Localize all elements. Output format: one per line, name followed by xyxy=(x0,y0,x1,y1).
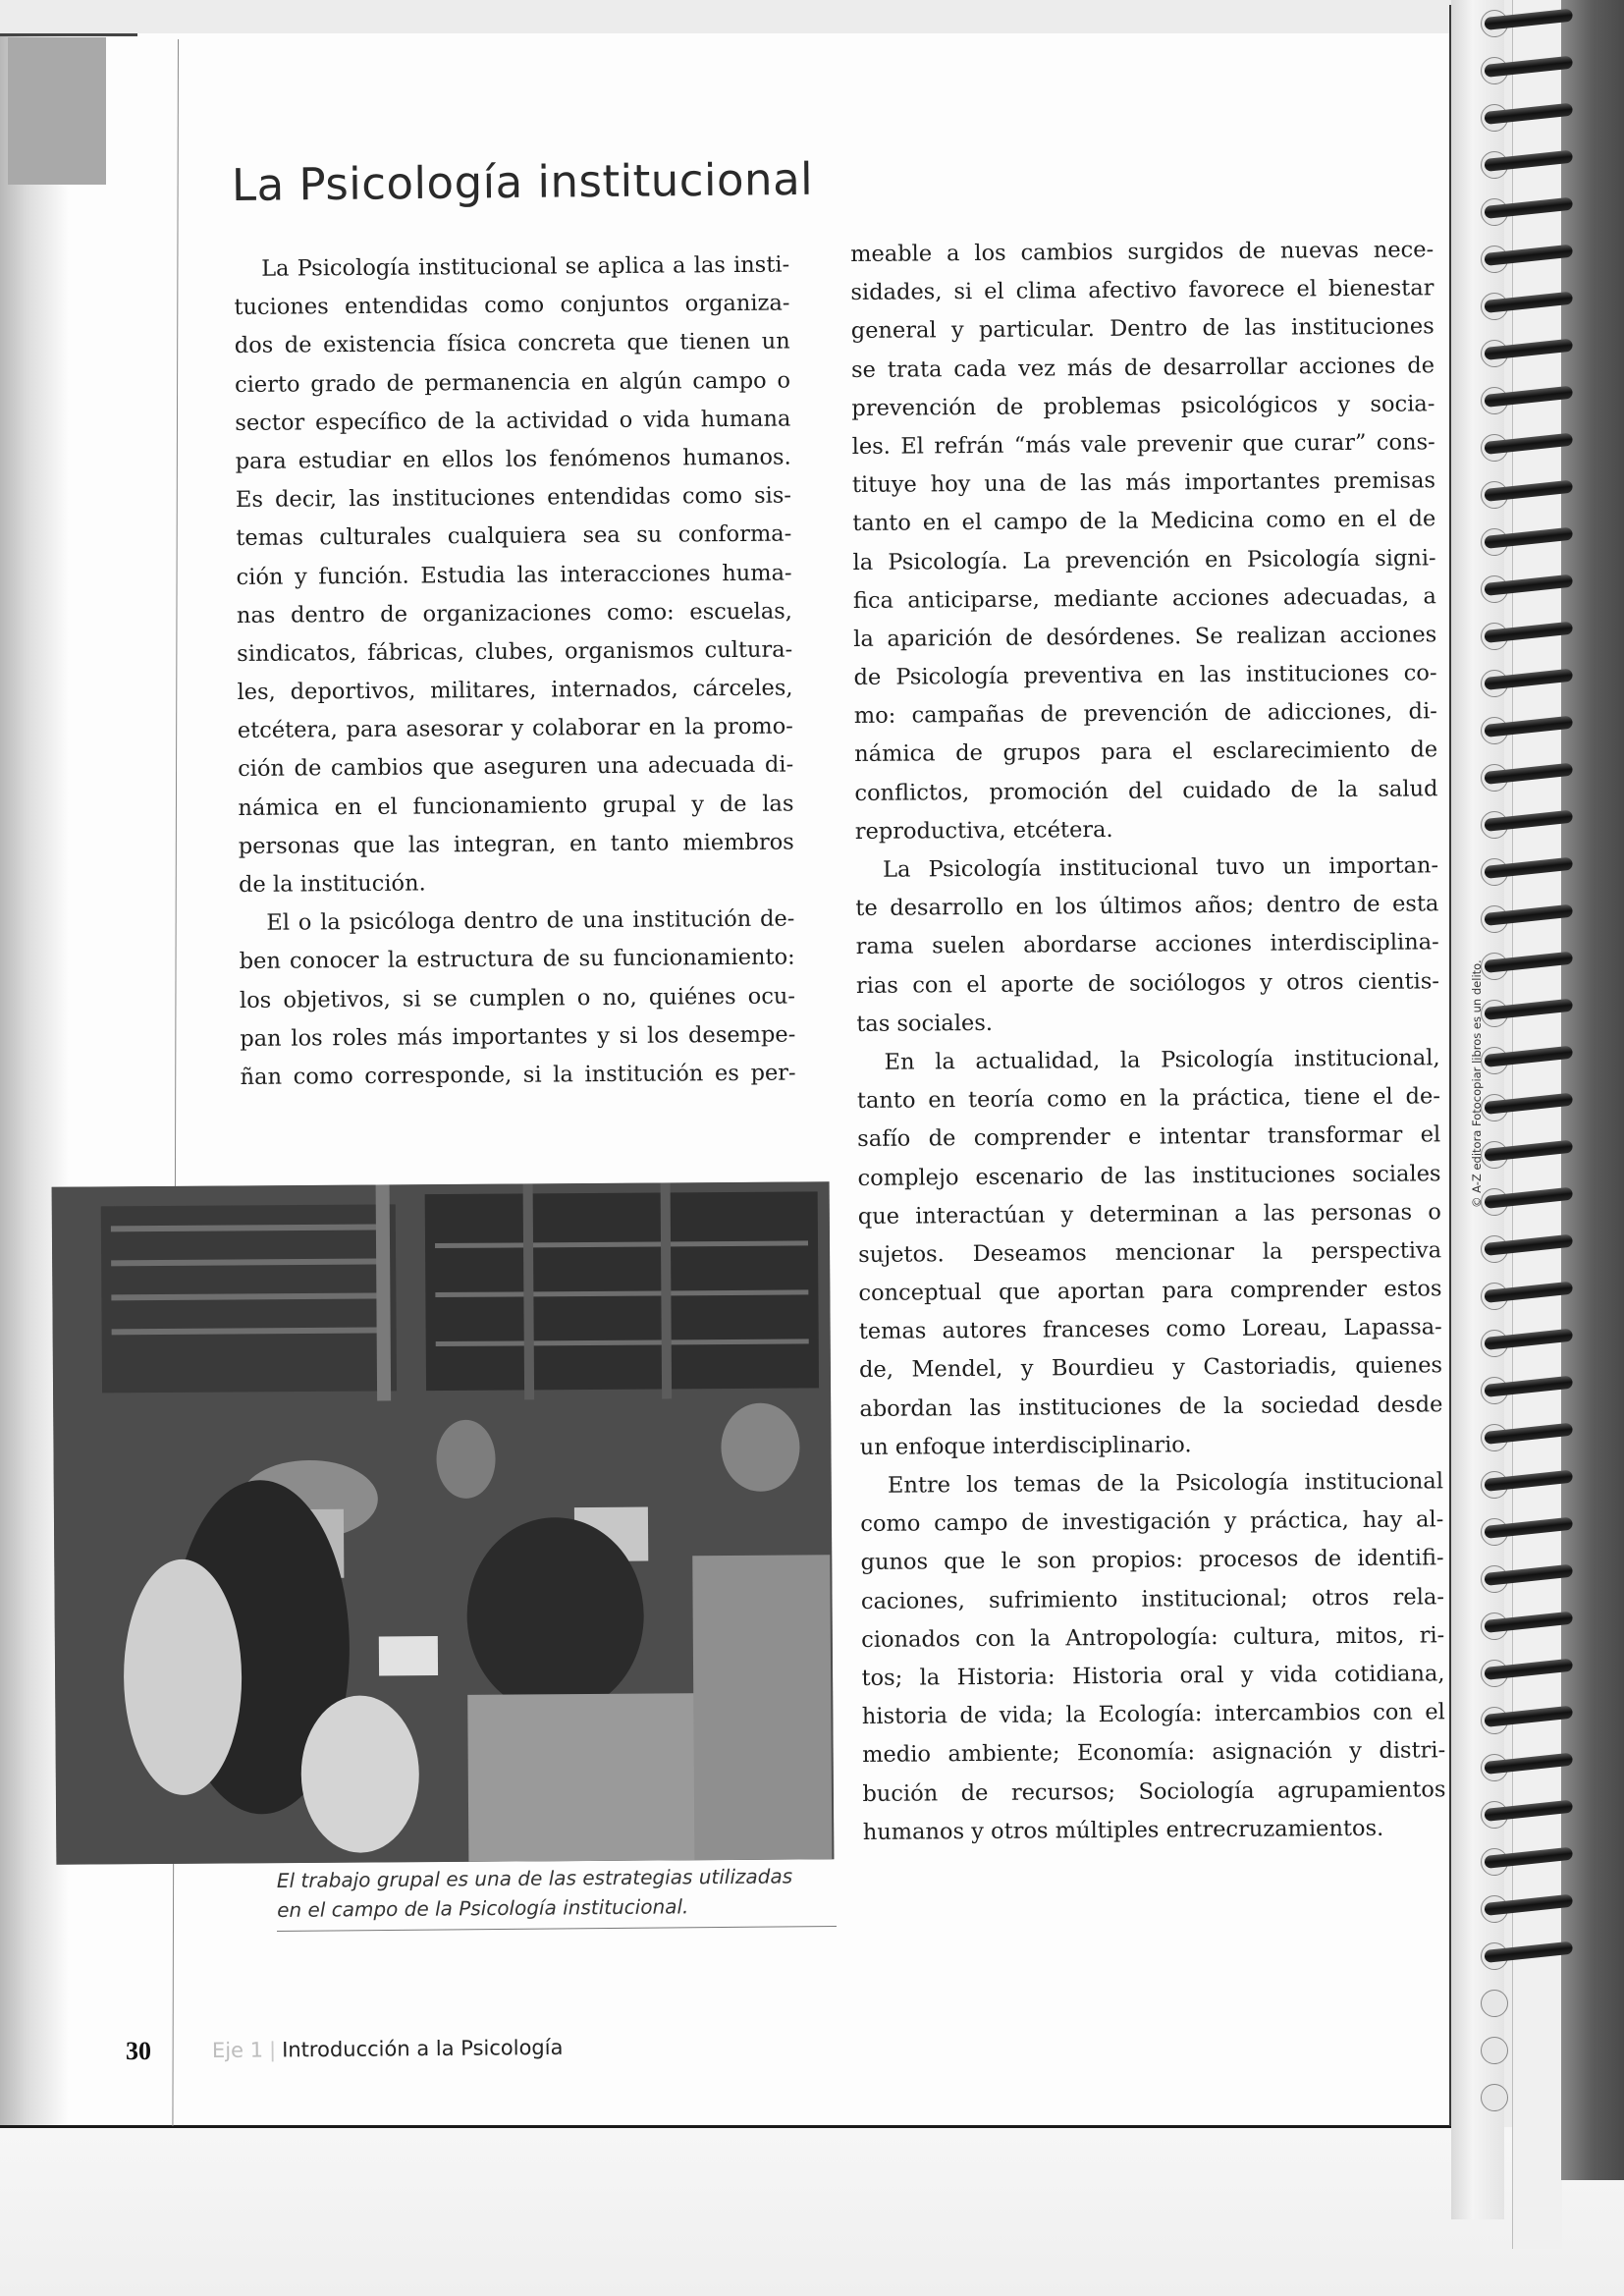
punch-hole xyxy=(1481,1990,1508,2017)
spiral-coil xyxy=(1473,536,1571,550)
text-line: la aparición de desórdenes. Se realizan acciones xyxy=(853,622,1437,652)
text-line: tanto en teoría como en la práctica, tiene el de- xyxy=(856,1083,1441,1115)
spiral-coil xyxy=(1473,1526,1571,1540)
text-line: complejo escenario de las instituciones sociales xyxy=(857,1160,1441,1191)
spiral-coil xyxy=(1473,301,1571,314)
text-line: prevención de problemas psicológicos y socia- xyxy=(851,391,1435,421)
spiral-coil xyxy=(1473,1715,1571,1728)
copyright-notice: © A-Z editora Fotocopiar libros es un delito. xyxy=(1470,959,1484,1208)
text-line: En la actualidad, la Psicología institucional, xyxy=(884,1045,1440,1075)
spiral-coil xyxy=(1473,1432,1571,1446)
spiral-coil xyxy=(1473,583,1571,597)
text-line: los objetivos, si se cumplen o no, quiénes ocu- xyxy=(239,983,796,1013)
spiral-coil xyxy=(1473,1196,1571,1210)
text-line: La Psicología institucional tuvo un importan- xyxy=(882,852,1439,883)
text-line: safío de comprender e intentar transformar el xyxy=(857,1121,1441,1153)
text-line: bución de recursos; Sociología agrupamientos xyxy=(862,1776,1446,1807)
running-footer xyxy=(212,2036,564,2062)
text-line: sindicatos, fábricas, clubes, organismos cultura- xyxy=(237,636,793,667)
text-line: abordan las instituciones de la sociedad desde xyxy=(859,1391,1443,1422)
page-title: La Psicología institucional xyxy=(231,152,814,211)
text-line: sector específico de la actividad o vida humana xyxy=(235,406,791,436)
spiral-coil xyxy=(1473,913,1571,927)
spiral-binding xyxy=(1473,0,1624,2160)
text-line: tanto en el campo de la Medicina como en el de xyxy=(852,506,1436,537)
spiral-coil xyxy=(1473,395,1571,409)
text-line: de la institución. xyxy=(238,870,426,898)
scanner-bed xyxy=(0,2127,1624,2296)
spiral-coil xyxy=(1473,1950,1571,1964)
spiral-coil xyxy=(1473,819,1571,833)
text-line: ñan como corresponde, si la institución es per- xyxy=(240,1060,796,1090)
spiral-coil xyxy=(1473,1573,1571,1587)
chapter-tab-block xyxy=(8,37,106,185)
spiral-coil xyxy=(1473,112,1571,126)
text-line: gunos que le son propios: procesos de identifi- xyxy=(860,1545,1444,1576)
text-line: ción de cambios que aseguren una adecuada di- xyxy=(238,751,794,783)
spiral-coil xyxy=(1473,1338,1571,1351)
text-line: Entre los temas de la Psicología institucional xyxy=(887,1468,1444,1499)
spiral-coil xyxy=(1473,1667,1571,1681)
spiral-coil xyxy=(1473,348,1571,361)
text-line: rias con el aporte de sociólogos y otros cientis- xyxy=(855,967,1440,999)
text-line: medio ambiente; Economía: asignación y distri- xyxy=(862,1737,1446,1769)
spiral-coil xyxy=(1473,1809,1571,1823)
photo-image xyxy=(52,1181,835,1865)
text-line: se trata cada vez más de desarrollar acciones de xyxy=(850,352,1435,383)
text-line: un enfoque interdisciplinario. xyxy=(859,1432,1192,1460)
text-line: sujetos. Deseamos mencionar la perspectiva xyxy=(858,1237,1442,1268)
binding-shadow-left xyxy=(0,33,69,2292)
text-line: fica anticiparse, mediante acciones adecuadas, a xyxy=(852,583,1437,614)
spiral-coil xyxy=(1473,65,1571,79)
spiral-coil xyxy=(1473,960,1571,974)
spiral-coil xyxy=(1473,489,1571,503)
spiral-coil xyxy=(1473,18,1571,31)
text-line: les. El refrán “más vale prevenir que curar” cons- xyxy=(851,429,1435,460)
spiral-coil xyxy=(1473,772,1571,786)
spiral-coil xyxy=(1473,1856,1571,1870)
photo-caption xyxy=(277,1861,828,1925)
spiral-coil xyxy=(1473,1243,1571,1257)
punch-hole xyxy=(1481,2037,1508,2064)
footer-separator: | xyxy=(268,2038,277,2062)
text-line: tas sociales. xyxy=(856,1010,994,1037)
text-line: como campo de investigación y práctica, hay al- xyxy=(860,1506,1444,1538)
text-line: tos; la Historia: Historia oral y vida cotidiana, xyxy=(861,1661,1445,1691)
spiral-coil xyxy=(1473,1762,1571,1776)
text-line: conflictos, promoción del cuidado de la salud xyxy=(854,775,1438,806)
spiral-coil xyxy=(1473,1008,1571,1021)
text-line: de, Mendel, y Bourdieu y Castoriadis, quienes xyxy=(858,1352,1443,1384)
spiral-coil xyxy=(1473,630,1571,644)
text-line: námica en el funcionamiento grupal y de las xyxy=(238,791,794,821)
text-line: mo: campañas de prevención de adicciones, di- xyxy=(853,698,1437,730)
spiral-coil xyxy=(1473,1385,1571,1398)
punch-hole xyxy=(1481,2084,1508,2111)
text-line: que interactúan y determinan a las personas o xyxy=(857,1198,1441,1230)
spiral-coil xyxy=(1473,1290,1571,1304)
spiral-coil xyxy=(1473,2092,1571,2105)
text-line: tituye hoy una de las más importantes premisas xyxy=(851,467,1436,499)
text-line: conceptual que aportan para comprender estos xyxy=(858,1276,1442,1307)
text-line: La Psicología institucional se aplica a las insti- xyxy=(261,251,790,282)
text-line: tuciones entendidas como conjuntos organiza- xyxy=(234,290,790,321)
text-line: general y particular. Dentro de las instituciones xyxy=(850,313,1435,345)
text-line: reproductiva, etcétera. xyxy=(854,816,1113,845)
text-line: nas dentro de organizaciones como: escuelas, xyxy=(236,598,793,629)
text-line: caciones, sufrimiento institucional; otros rela- xyxy=(860,1583,1445,1614)
text-line: námica de grupos para el esclarecimiento de xyxy=(854,737,1438,768)
text-line: te desarrollo en los últimos años; dentro de esta xyxy=(855,891,1439,922)
group-work-photo xyxy=(52,1181,835,1865)
text-line: ben conocer la estructura de su funcionamiento: xyxy=(239,944,795,975)
caption-line: El trabajo grupal es una de las estrategias utilizadas xyxy=(276,1864,793,1893)
spiral-coil xyxy=(1473,866,1571,880)
spiral-coil xyxy=(1473,678,1571,691)
spiral-coil xyxy=(1473,1479,1571,1493)
spiral-coil xyxy=(1473,725,1571,738)
text-line: sidades, si el clima afectivo favorece el bienestar xyxy=(850,275,1435,306)
text-line: rama suelen abordarse acciones interdisciplina- xyxy=(855,929,1439,960)
caption-line: en el campo de la Psicología institucional. xyxy=(277,1894,689,1922)
text-line: cionados con la Antropología: cultura, mitos, ri- xyxy=(861,1622,1445,1653)
page-number: 30 xyxy=(126,2037,151,2065)
spiral-coil xyxy=(1473,1997,1571,2011)
text-line: pan los roles más importantes y si los desempe- xyxy=(240,1021,796,1052)
footer-chapter: Introducción a la Psicología xyxy=(282,2035,564,2062)
page-top-edge xyxy=(0,33,137,36)
spiral-coil xyxy=(1473,1903,1571,1917)
right-column xyxy=(850,231,1446,1851)
left-column xyxy=(234,246,796,1098)
text-line: temas culturales cualquiera sea su conforma- xyxy=(236,520,792,552)
spiral-coil xyxy=(1473,1055,1571,1068)
text-line: para estudiar en ellos los fenómenos humanos. xyxy=(235,444,791,474)
spiral-coil xyxy=(1473,2045,1571,2058)
text-line: historia de vida; la Ecología: intercambios con el xyxy=(861,1699,1445,1730)
spiral-coil xyxy=(1473,442,1571,456)
spiral-coil xyxy=(1473,253,1571,267)
spiral-coil xyxy=(1473,206,1571,220)
text-line: Es decir, las instituciones entendidas como sis- xyxy=(235,482,792,514)
page-bottom-edge xyxy=(0,2125,1492,2128)
spiral-coil xyxy=(1473,159,1571,173)
text-line: les, deportivos, militares, internados, cárceles, xyxy=(237,675,793,706)
spiral-coil xyxy=(1473,1620,1571,1634)
text-line: ción y función. Estudia las interacciones huma- xyxy=(236,560,792,590)
text-line: etcétera, para asesorar y colaborar en la promo- xyxy=(237,713,793,744)
text-line: humanos y otros múltiples entrecruzamientos. xyxy=(862,1815,1384,1845)
text-line: de Psicología preventiva en las instituciones co- xyxy=(853,660,1437,691)
footer-section: Eje 1 xyxy=(211,2038,264,2062)
page-right-edge xyxy=(1449,5,1451,2126)
text-line: personas que las integran, en tanto miembros xyxy=(238,829,794,859)
text-line: la Psicología. La prevención en Psicología signi- xyxy=(852,544,1436,575)
text-line: El o la psicóloga dentro de una institución de- xyxy=(266,905,795,936)
text-line: temas autores franceses como Loreau, Lapassa- xyxy=(858,1314,1442,1345)
spiral-coil xyxy=(1473,1149,1571,1163)
spiral-coil xyxy=(1473,1102,1571,1116)
text-line: dos de existencia física concreta que tienen un xyxy=(234,328,790,359)
text-line: cierto grado de permanencia en algún campo o xyxy=(234,367,791,398)
text-line: meable a los cambios surgidos de nuevas nece- xyxy=(850,237,1435,267)
